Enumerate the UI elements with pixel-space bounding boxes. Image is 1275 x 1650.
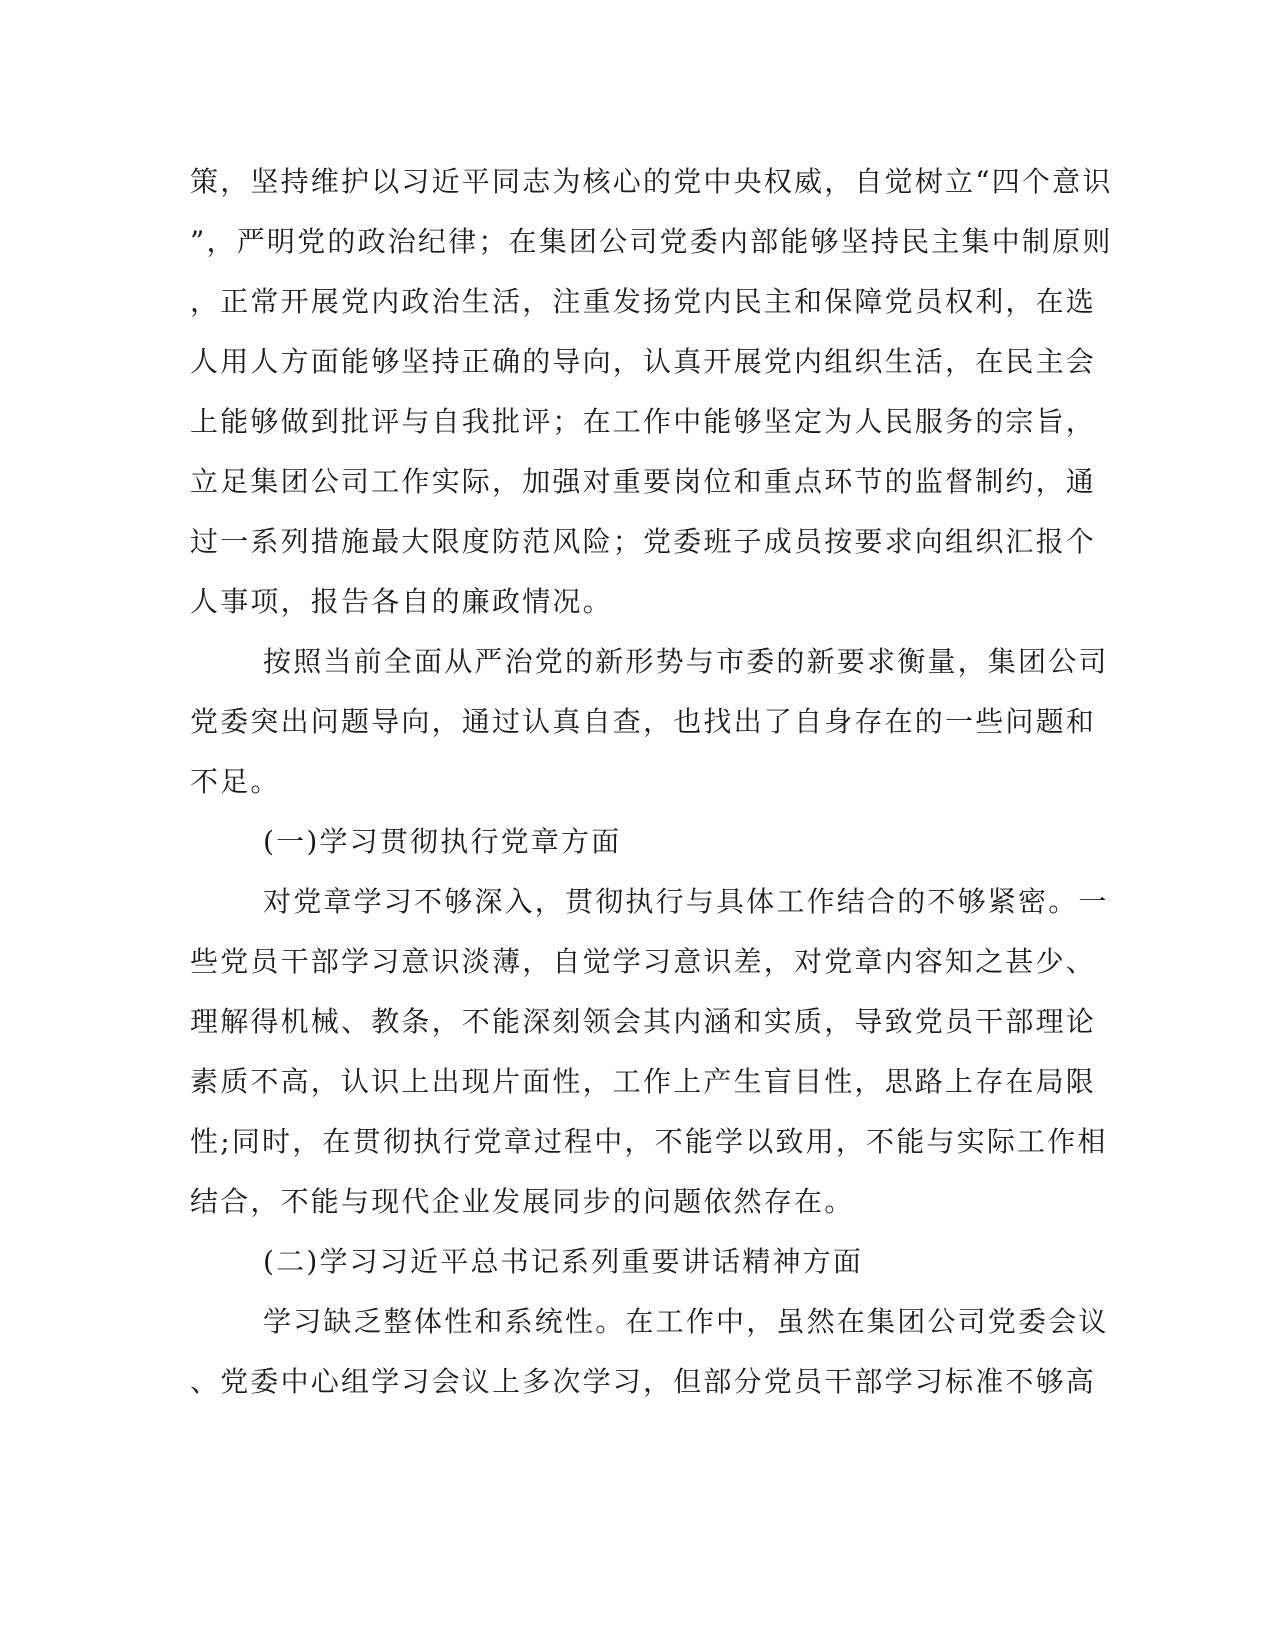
- paragraph-first-line: 对党章学习不够深入，贯彻执行与具体工作结合的不够紧密。一: [263, 885, 1109, 918]
- text-line: 、党委中心组学习会议上多次学习，但部分党员干部学习标准不够高: [190, 1365, 1097, 1398]
- text-line: ，正常开展党内政治生活，注重发扬党内民主和保障党员权利，在选: [190, 285, 1097, 318]
- section-heading: (一)学习贯彻执行党章方面: [263, 825, 622, 858]
- text-line: 理解得机械、教条，不能深刻领会其内涵和实质，导致党员干部理论: [190, 1005, 1097, 1038]
- text-line: 素质不高，认识上出现片面性，工作上产生盲目性，思路上存在局限: [190, 1065, 1097, 1098]
- text-line: 过一系列措施最大限度防范风险；党委班子成员按要求向组织汇报个: [190, 525, 1097, 558]
- text-line: 人事项，报告各自的廉政情况。: [190, 585, 613, 618]
- text-line: ”，严明党的政治纪律；在集团公司党委内部能够坚持民主集中制原则: [190, 225, 1113, 258]
- text-line: 党委突出问题导向，通过认真自查，也找出了自身存在的一些问题和: [190, 705, 1097, 738]
- text-line: 些党员干部学习意识淡薄，自觉学习意识差，对党章内容知之甚少、: [190, 945, 1097, 978]
- text-line: 立足集团公司工作实际，加强对重要岗位和重点环节的监督制约，通: [190, 465, 1097, 498]
- paragraph-first-line: 按照当前全面从严治党的新形势与市委的新要求衡量，集团公司: [263, 645, 1109, 678]
- text-line: 结合，不能与现代企业发展同步的问题依然存在。: [190, 1185, 855, 1218]
- text-line: 不足。: [190, 765, 281, 798]
- text-line: 人用人方面能够坚持正确的导向，认真开展党内组织生活，在民主会: [190, 345, 1097, 378]
- text-line: 性;同时，在贯彻执行党章过程中，不能学以致用，不能与实际工作相: [190, 1125, 1108, 1158]
- paragraph-first-line: 学习缺乏整体性和系统性。在工作中，虽然在集团公司党委会议: [263, 1305, 1109, 1338]
- section-heading: (二)学习习近平总书记系列重要讲话精神方面: [263, 1245, 864, 1278]
- text-line: 上能够做到批评与自我批评；在工作中能够坚定为人民服务的宗旨，: [190, 405, 1097, 438]
- text-line: 策，坚持维护以习近平同志为核心的党中央权威，自觉树立“四个意识: [190, 165, 1113, 198]
